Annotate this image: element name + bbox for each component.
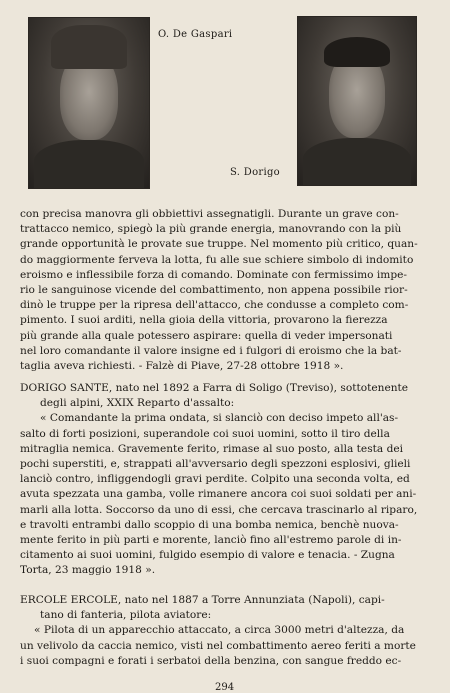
text-line: degli alpini, XXIX Reparto d'assalto: xyxy=(40,397,235,410)
text-line: più grande alla quale potessero aspirare: quella di veder impersonati xyxy=(20,329,393,342)
portrait-de-gaspari xyxy=(28,17,150,189)
text-line: un velivolo da caccia nemico, visti nel combattimento aereo feriti a morte xyxy=(20,639,416,652)
text-line: trattacco nemico, spiegò la più grande energia, manovrando con la più xyxy=(20,223,402,236)
text-line: Torta, 23 maggio 1918 ». xyxy=(20,564,156,577)
text-line: tano di fanteria, pilota aviatore: xyxy=(40,609,212,622)
caption-dorigo: S. Dorigo xyxy=(230,167,280,178)
text-line: e travolti entrambi dallo scoppio di una bomba nemica, benchè nuova- xyxy=(20,518,399,531)
text-line: ERCOLE ERCOLE, nato nel 1887 a Torre Annunziata (Napoli), capi- xyxy=(20,594,385,606)
text-line: taglia aveva richiesti. - Falzè di Piave, 27-28 ottobre 1918 ». xyxy=(20,359,344,372)
text-line: marli alla lotta. Soccorso da uno di essi, che cercava trascinarlo al riparo, xyxy=(20,503,418,516)
text-line: mente ferito in più parti e morente, lanciò fino all'estremo parole di in- xyxy=(20,533,402,546)
text-line: grande opportunità le provate sue truppe. Nel momento più critico, quan- xyxy=(20,238,418,251)
text-line: avuta spezzata una gamba, volle rimanere ancora coi suoi soldati per ani- xyxy=(20,488,417,501)
portrait-dorigo xyxy=(297,16,417,186)
paragraph-dorigo-entry xyxy=(20,381,432,578)
text-line: nel loro comandante il valore insigne ed i fulgori di eroismo che la bat- xyxy=(20,344,402,357)
text-line: « Comandante la prima ondata, si slanciò con deciso impeto all'as- xyxy=(40,412,399,425)
text-line: salto di forti posizioni, superandole coi suoi uomini, sotto il tiro della xyxy=(20,427,390,440)
caption-de-gaspari: O. De Gaspari xyxy=(158,29,233,40)
paragraph-ercole-entry xyxy=(20,593,432,669)
text-line: « Pilota di un apparecchio attaccato, a circa 3000 metri d'altezza, da xyxy=(34,624,405,637)
text-line: DORIGO SANTE, nato nel 1892 a Farra di Soligo (Treviso), sottotenente xyxy=(20,382,409,394)
text-line: mitraglia nemica. Gravemente ferito, rimase al suo posto, alla testa dei xyxy=(20,442,404,455)
text-line: do maggiormente ferveva la lotta, fu alle sue schiere simbolo di indomito xyxy=(20,253,414,266)
text-line: pimento. I suoi arditi, nella gioia della vittoria, provarono la fierezza xyxy=(20,314,388,327)
text-line: citamento ai suoi uomini, fulgido esempio di valore e tenacia. - Zugna xyxy=(20,549,395,562)
page-number: 294 xyxy=(215,682,235,693)
paragraph-de-gaspari-citation xyxy=(20,207,432,374)
text-line: dinò le truppe per la ripresa dell'attacco, che condusse a completo com- xyxy=(20,299,409,312)
text-line: rio le sanguinose vicende del combattimento, non appena possibile rior- xyxy=(20,283,408,296)
text-line: eroismo e inflessibile forza di comando. Dominate con fermissimo impe- xyxy=(20,268,407,281)
text-line: pochi superstiti, e, strappati all'avversario degli spezzoni esplosivi, glieli xyxy=(20,457,411,470)
text-line: i suoi compagni e forati i serbatoi della benzina, con sangue freddo ec- xyxy=(20,654,402,667)
text-line: lanciò contro, infliggendogli gravi perdite. Colpito una seconda volta, ed xyxy=(20,473,410,486)
text-line: con precisa manovra gli obbiettivi assegnatigli. Durante un grave con- xyxy=(20,208,399,220)
